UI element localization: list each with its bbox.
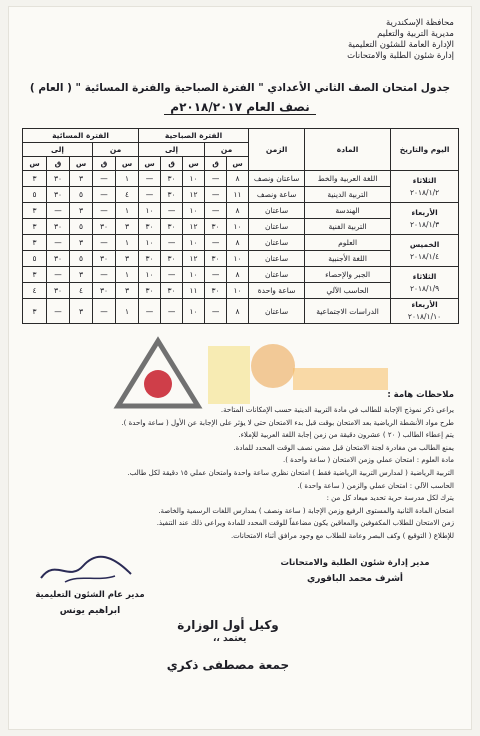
header-line: الإدارة العامة للشئون التعليمية	[348, 40, 454, 50]
morning-time-cell: ١٠	[183, 171, 205, 187]
evening-time-cell: ٣٠	[47, 219, 70, 235]
note-item: التربية الرياضية ( لمدارس التربية الرياضية فقط ) امتحان نظري ساعة واحدة وامتحان عملي ١٥ دقيقة لكل طالب.	[127, 468, 454, 477]
document-page	[8, 6, 472, 730]
evening-time-cell: —	[93, 203, 116, 219]
morning-time-cell: ٣٠	[161, 283, 183, 299]
evening-time-cell: ٣	[23, 219, 47, 235]
evening-time-cell: ١	[116, 267, 139, 283]
evening-time-cell: ٤	[116, 187, 139, 203]
signature-right-title: مدير إدارة شئون الطلبة والامتحانات	[280, 558, 430, 568]
morning-time-cell: ٨	[227, 203, 249, 219]
evening-time-cell: ٥	[70, 219, 93, 235]
day-date-cell	[391, 203, 459, 235]
morning-time-cell: ١٠	[139, 235, 161, 251]
header-subject: المادة	[305, 129, 391, 171]
evening-time-cell: —	[93, 235, 116, 251]
evening-time-cell: ٤	[23, 283, 47, 299]
evening-time-cell: ٣	[70, 299, 93, 324]
subject-cell: التربية الفنية	[305, 219, 391, 235]
evening-time-cell: ٣٠	[47, 251, 70, 267]
schedule-row	[23, 203, 459, 219]
evening-time-cell: —	[47, 267, 70, 283]
header-evening-period: الفترة المسائية	[23, 129, 139, 143]
note-item: يمنع الطالب من مغادرة لجنة الامتحان قبل مضي نصف الوقت المحدد للمادة.	[233, 443, 454, 452]
subject-cell: اللغة الأجنبية	[305, 251, 391, 267]
schedule-row	[23, 171, 459, 187]
header-line: إدارة شئون الطلبة والامتحانات	[347, 51, 454, 61]
morning-time-cell: ٣٠	[161, 187, 183, 203]
header-duration: الزمن	[249, 129, 305, 171]
header-hour: س	[139, 157, 161, 171]
morning-time-cell: ١٠	[227, 283, 249, 299]
evening-time-cell: ٥	[23, 251, 47, 267]
exam-schedule-table	[22, 128, 459, 324]
morning-time-cell: ١٢	[183, 219, 205, 235]
header-day-date: اليوم والتاريخ	[391, 129, 459, 171]
morning-time-cell: —	[139, 171, 161, 187]
subject-cell: الحاسب الآلي	[305, 283, 391, 299]
subject-cell: الجبر والإحصاء	[305, 267, 391, 283]
morning-time-cell: ٣٠	[205, 251, 227, 267]
duration-cell: ساعتان	[249, 235, 305, 251]
morning-time-cell: ١٠	[139, 203, 161, 219]
header-from: من	[93, 143, 139, 157]
evening-time-cell: ٤	[70, 283, 93, 299]
note-item: يراعى ذكر نموذج الإجابة للطالب في مادة التربية الدينية حسب الإمكانات المتاحة.	[220, 406, 454, 414]
day-name: الأربعاء	[411, 207, 438, 217]
morning-time-cell: ٨	[227, 299, 249, 324]
morning-time-cell: ٨	[227, 267, 249, 283]
header-line: مديرية التربية والتعليم	[377, 29, 454, 39]
morning-time-cell: ٨	[227, 235, 249, 251]
duration-cell: ساعتان	[249, 251, 305, 267]
header-minute: ق	[47, 157, 70, 171]
evening-time-cell: ٣	[70, 203, 93, 219]
signature-deputy	[128, 618, 328, 672]
evening-time-cell: ٣٠	[93, 219, 116, 235]
subject-cell: الهندسة	[305, 203, 391, 219]
morning-time-cell: —	[161, 203, 183, 219]
subject-cell: اللغة العربية والخط	[305, 171, 391, 187]
morning-time-cell: —	[205, 171, 227, 187]
duration-cell: ساعتان ونصف	[249, 171, 305, 187]
morning-time-cell: —	[161, 267, 183, 283]
morning-time-cell: —	[205, 299, 227, 324]
evening-time-cell: ١	[116, 171, 139, 187]
header-morning-period: الفترة الصباحية	[139, 129, 249, 143]
site-watermark-logo	[98, 306, 398, 416]
day-name: الخميس	[409, 239, 440, 249]
day-name: الثلاثاء	[412, 175, 437, 185]
evening-time-cell: ٣	[23, 235, 47, 251]
evening-time-cell: ٥	[70, 251, 93, 267]
evening-time-cell: ٣٠	[47, 187, 70, 203]
morning-time-cell: —	[205, 187, 227, 203]
evening-time-cell: —	[93, 299, 116, 324]
notes-list	[26, 404, 454, 543]
evening-time-cell: ٥	[23, 187, 47, 203]
header-line: محافظة الإسكندرية	[385, 18, 454, 28]
note-item: طرح مواد الأنشطة الرياضية بعد الامتحان بوقت قبل بدء الامتحان حتى لا يؤثر على الإجابة عن الأول ( ساعة واحدة ).	[121, 418, 454, 427]
deputy-title: وكيل أول الوزارة	[177, 618, 279, 632]
signature-left-name: ابراهيم يونس	[59, 606, 121, 616]
evening-time-cell: —	[47, 299, 70, 324]
evening-time-cell: ٣	[70, 267, 93, 283]
note-item: يترك لكل مدرسة حرية تحديد ميعاد كل من :	[326, 494, 454, 503]
evening-time-cell: ٣٠	[93, 283, 116, 299]
evening-time-cell: ٣	[116, 283, 139, 299]
evening-time-cell: ٣٠	[47, 283, 70, 299]
day-name: الثلاثاء	[412, 271, 437, 281]
morning-time-cell: —	[139, 187, 161, 203]
morning-time-cell: ٣٠	[139, 219, 161, 235]
morning-time-cell: ١٠	[139, 267, 161, 283]
evening-time-cell: ٣	[70, 171, 93, 187]
evening-time-cell: ٥	[70, 187, 93, 203]
subject-cell: الدراسات الاجتماعية	[305, 299, 391, 324]
evening-time-cell: ٣	[23, 171, 47, 187]
signature-right-name: أشرف محمد الباقوري	[306, 574, 404, 584]
evening-time-cell: ٣	[116, 219, 139, 235]
morning-time-cell: ٣٠	[161, 171, 183, 187]
signature-right	[260, 558, 450, 584]
evening-time-cell: ٣	[23, 299, 47, 324]
signature-left-title: مدير عام الشئون التعليمية	[35, 590, 145, 600]
note-item: مادة العلوم : امتحان عملي وزمن الامتحان ( ساعة واحدة ).	[282, 456, 454, 465]
note-item: الحاسب الآلي : امتحان عملي والزمن ( ساعة واحدة ).	[297, 481, 454, 490]
morning-time-cell: —	[205, 203, 227, 219]
morning-time-cell: ١٢	[183, 187, 205, 203]
deputy-name: جمعة مصطفى ذكري	[166, 658, 290, 672]
subject-cell: التربية الدينية	[305, 187, 391, 203]
evening-time-cell: —	[93, 187, 116, 203]
morning-time-cell: ١٠	[227, 219, 249, 235]
signature-left	[30, 552, 150, 616]
morning-time-cell: ٨	[227, 171, 249, 187]
exam-date: ٢٠١٨/١/٢	[409, 187, 440, 197]
header-from: من	[205, 143, 249, 157]
duration-cell: ساعتان	[249, 219, 305, 235]
header-block	[284, 18, 454, 62]
morning-time-cell: ٣٠	[161, 219, 183, 235]
day-date-cell	[391, 299, 459, 324]
evening-time-cell: ١	[116, 299, 139, 324]
evening-time-cell: ٣٠	[47, 171, 70, 187]
morning-time-cell: ٣٠	[139, 251, 161, 267]
header-hour: س	[116, 157, 139, 171]
morning-time-cell: —	[205, 235, 227, 251]
day-date-cell	[391, 267, 459, 299]
evening-time-cell: ١	[116, 203, 139, 219]
evening-time-cell: ٣	[23, 267, 47, 283]
morning-time-cell: —	[139, 299, 161, 324]
morning-time-cell: —	[161, 235, 183, 251]
note-item: يتم إعطاء الطالب ( ٢٠ ) عشرون دقيقة من زمن إجابة اللغة العربية للإملاء.	[238, 431, 454, 440]
note-item: امتحان المادة الثانية والمستوى الرفيع وزمن الإجابة ( ساعة ونصف ) بمدارس اللغات الرسمية والخاصة.	[158, 506, 454, 515]
morning-time-cell: ١١	[183, 283, 205, 299]
exam-date: ٢٠١٨/١/١٠	[407, 312, 442, 321]
morning-time-cell: ٣٠	[161, 251, 183, 267]
document-subtitle-wrap	[8, 100, 472, 114]
header-to: إلى	[139, 143, 205, 157]
duration-cell: ساعة ونصف	[249, 187, 305, 203]
evening-time-cell: ١	[116, 235, 139, 251]
morning-time-cell: —	[161, 299, 183, 324]
schedule-row	[23, 235, 459, 251]
schedule-body	[23, 171, 459, 324]
evening-time-cell: —	[47, 203, 70, 219]
morning-time-cell: ١٠	[183, 235, 205, 251]
header-to: إلى	[23, 143, 93, 157]
morning-time-cell: ١٠	[227, 251, 249, 267]
duration-cell: ساعتان	[249, 203, 305, 219]
day-name: الأربعاء	[411, 300, 438, 309]
note-item: زمن الامتحان للطلاب المكفوفين والمعاقين يكون مضاعفاً للوقت المحدد للمادة ويراعى ذلك عند التنفيذ.	[156, 519, 454, 528]
morning-time-cell: —	[205, 267, 227, 283]
day-date-cell	[391, 171, 459, 203]
schedule-row	[23, 267, 459, 283]
morning-time-cell: ١٠	[183, 267, 205, 283]
evening-time-cell: ٣	[23, 203, 47, 219]
evening-time-cell: —	[93, 171, 116, 187]
evening-time-cell: ٣	[70, 235, 93, 251]
header-minute: ق	[161, 157, 183, 171]
morning-time-cell: ٣٠	[205, 283, 227, 299]
document-title: جدول امتحان الصف الثاني الأعدادي " الفترة الصباحية والفترة المسائية " ( العام )	[29, 82, 451, 94]
morning-time-cell: ١٠	[183, 299, 205, 324]
exam-date: ٢٠١٨/١/٤	[409, 251, 440, 261]
header-minute: ق	[93, 157, 116, 171]
duration-cell: ساعة واحدة	[249, 283, 305, 299]
approved-label: يعتمد ،،	[213, 634, 247, 644]
header-hour: س	[227, 157, 249, 171]
header-hour: س	[70, 157, 93, 171]
notes-title: ملاحظات هامة :	[387, 390, 454, 400]
morning-time-cell: ٣٠	[205, 219, 227, 235]
document-subtitle: نصف العام ٢٠١٨/٢٠١٧م	[164, 100, 315, 115]
evening-time-cell: —	[93, 267, 116, 283]
morning-time-cell: ١٠	[183, 203, 205, 219]
evening-time-cell: ٣	[116, 251, 139, 267]
morning-time-cell: ٣٠	[139, 283, 161, 299]
morning-time-cell: ١٢	[183, 251, 205, 267]
header-minute: ق	[205, 157, 227, 171]
exam-date: ٢٠١٨/١/٩	[409, 283, 440, 293]
duration-cell: ساعتان	[249, 267, 305, 283]
note-item: للإطلاع ( التوقيع ) وكف البصر وعامة للطلاب مع وجود مرافق أثناء الامتحانات.	[230, 531, 454, 540]
duration-cell: ساعتان	[249, 299, 305, 324]
day-date-cell	[391, 235, 459, 267]
evening-time-cell: ٣٠	[93, 251, 116, 267]
morning-time-cell: ١١	[227, 187, 249, 203]
exam-date: ٢٠١٨/١/٣	[409, 219, 440, 229]
header-hour: س	[23, 157, 47, 171]
header-hour: س	[183, 157, 205, 171]
handwritten-signature-icon	[35, 552, 145, 586]
subject-cell: العلوم	[305, 235, 391, 251]
evening-time-cell: —	[47, 235, 70, 251]
